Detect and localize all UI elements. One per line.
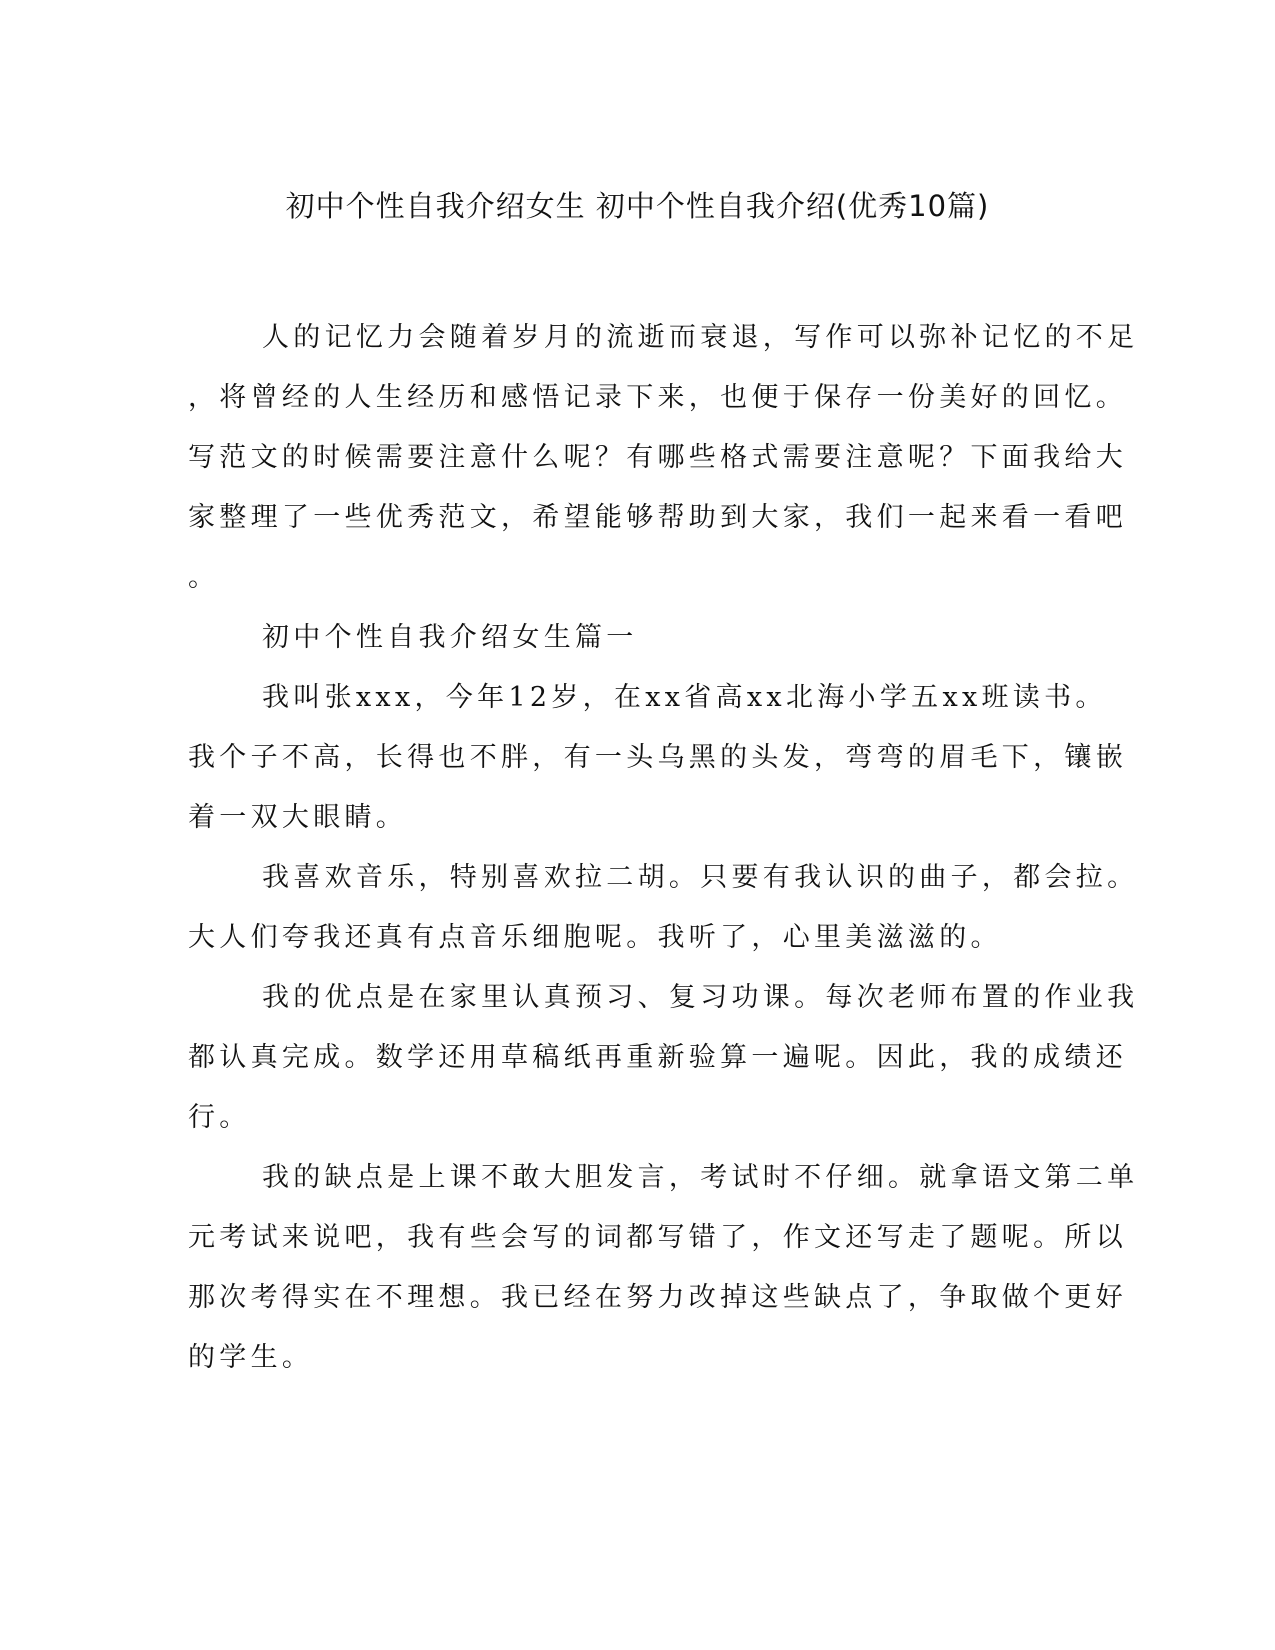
body-line: 我叫张xxx，今年12岁，在xx省高xx北海小学五xx班读书。 bbox=[262, 682, 1107, 713]
body-line: 着一双大眼睛。 bbox=[188, 802, 408, 833]
body-line: 都认真完成。数学还用草稿纸再重新验算一遍呢。因此，我的成绩还 bbox=[188, 1042, 1127, 1073]
body-line: 家整理了一些优秀范文，希望能够帮助到大家，我们一起来看一看吧 bbox=[188, 502, 1127, 533]
body-line: 。 bbox=[188, 562, 220, 593]
body-line: 我的缺点是上课不敢大胆发言，考试时不仔细。就拿语文第二单 bbox=[262, 1162, 1139, 1193]
body-line: 人的记忆力会随着岁月的流逝而衰退，写作可以弥补记忆的不足 bbox=[262, 322, 1139, 353]
body-line: 那次考得实在不理想。我已经在努力改掉这些缺点了，争取做个更好 bbox=[188, 1282, 1127, 1313]
body-line: 大人们夸我还真有点音乐细胞呢。我听了，心里美滋滋的。 bbox=[188, 922, 1002, 953]
body-line: 写范文的时候需要注意什么呢？有哪些格式需要注意呢？下面我给大 bbox=[188, 442, 1127, 473]
body-line: 行。 bbox=[188, 1102, 251, 1133]
body-line: 我的优点是在家里认真预习、复习功课。每次老师布置的作业我 bbox=[262, 982, 1139, 1013]
section-heading: 初中个性自我介绍女生篇一 bbox=[262, 622, 638, 653]
body-line: ，将曾经的人生经历和感悟记录下来，也便于保存一份美好的回忆。 bbox=[188, 382, 1127, 413]
body-line: 我喜欢音乐，特别喜欢拉二胡。只要有我认识的曲子，都会拉。 bbox=[262, 862, 1139, 893]
body-line: 的学生。 bbox=[188, 1342, 314, 1373]
body-line: 我个子不高，长得也不胖，有一头乌黑的头发，弯弯的眉毛下，镶嵌 bbox=[188, 742, 1127, 773]
body-line: 元考试来说吧，我有些会写的词都写错了，作文还写走了题呢。所以 bbox=[188, 1222, 1127, 1253]
document-title: 初中个性自我介绍女生 初中个性自我介绍(优秀10篇) bbox=[285, 189, 990, 223]
